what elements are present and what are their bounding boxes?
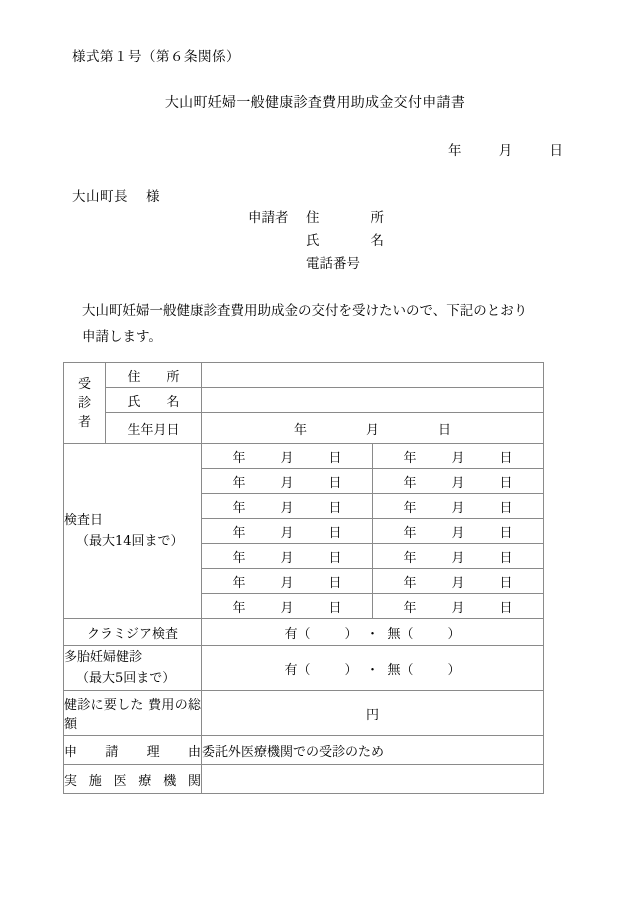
exam-date-day: 日	[328, 525, 342, 541]
chlamydia-label: クラミジア検査	[64, 619, 202, 646]
addressee	[72, 185, 160, 205]
multiple-no[interactable]: 無	[387, 662, 401, 678]
multiple-no-close: ）	[447, 662, 461, 678]
applicant-name-char1: 氏	[306, 233, 320, 249]
chlamydia-yes-close: ）	[344, 626, 358, 642]
applicant-phone-row	[248, 252, 384, 275]
exam-date-month: 月	[280, 500, 294, 516]
examinee-birthdate-value[interactable]	[202, 413, 544, 444]
exam-date-cell[interactable]	[202, 494, 373, 519]
exam-date-ymd	[373, 569, 543, 593]
table-row-name	[64, 388, 544, 413]
applicant-label: 申請者	[248, 210, 289, 226]
table-row-chlamydia	[64, 619, 544, 646]
exam-date-cell[interactable]	[202, 594, 373, 619]
exam-date-cell[interactable]	[373, 444, 544, 469]
birthdate-month: 月	[365, 422, 379, 438]
date-month-label: 月	[498, 143, 513, 159]
exam-date-month: 月	[451, 575, 465, 591]
multiple-pregnancy-label-sub: （最大5回まで）	[76, 671, 176, 686]
exam-date-cell[interactable]	[202, 519, 373, 544]
exam-date-day: 日	[328, 600, 342, 616]
chlamydia-no-close: ）	[447, 626, 461, 642]
exam-date-month: 月	[280, 550, 294, 566]
exam-date-cell[interactable]	[373, 519, 544, 544]
applicant-address-row	[248, 206, 384, 229]
exam-date-day: 日	[499, 475, 513, 491]
date-day-label: 日	[549, 143, 563, 159]
chlamydia-no[interactable]: 無	[387, 626, 401, 642]
choice-separator: ・	[365, 626, 379, 642]
chlamydia-yes-open: （	[297, 626, 311, 642]
exam-date-day: 日	[499, 500, 513, 516]
total-cost-value[interactable]	[202, 691, 544, 736]
table-row-total-cost	[64, 691, 544, 736]
exam-date-ymd	[202, 569, 372, 593]
exam-date-cell[interactable]	[202, 569, 373, 594]
examinee-name-label: 氏 名	[106, 388, 202, 413]
exam-date-year: 年	[232, 600, 246, 616]
body-line-1: 大山町妊婦一般健康診査費用助成金の交付を受けたいので、下記のとおり	[82, 303, 528, 319]
exam-date-cell[interactable]	[373, 569, 544, 594]
exam-date-ymd	[202, 544, 372, 568]
exam-date-cell[interactable]	[202, 469, 373, 494]
exam-date-month: 月	[451, 500, 465, 516]
table-row-facility	[64, 765, 544, 794]
exam-date-year: 年	[403, 500, 417, 516]
exam-date-month: 月	[280, 475, 294, 491]
exam-date-day: 日	[499, 450, 513, 466]
exam-date-year: 年	[403, 600, 417, 616]
exam-date-day: 日	[499, 550, 513, 566]
table-row-exam-date-1	[64, 444, 544, 469]
exam-date-cell[interactable]	[373, 469, 544, 494]
exam-date-year: 年	[232, 550, 246, 566]
addressee-honorific: 様	[146, 189, 160, 205]
application-table	[63, 362, 544, 794]
chlamydia-yes[interactable]: 有	[284, 626, 298, 642]
exam-date-month: 月	[280, 575, 294, 591]
applicant-name-char2: 名	[370, 233, 384, 249]
exam-date-year: 年	[403, 550, 417, 566]
exam-date-cell[interactable]	[373, 494, 544, 519]
exam-date-ymd	[373, 519, 543, 543]
applicant-block	[248, 206, 384, 275]
document-title: 大山町妊婦一般健康診査費用助成金交付申請書	[164, 95, 466, 111]
exam-date-year: 年	[403, 575, 417, 591]
exam-date-month: 月	[280, 600, 294, 616]
reason-label: 申請理由	[64, 736, 202, 765]
exam-date-ymd	[373, 594, 543, 618]
exam-date-day: 日	[328, 550, 342, 566]
exam-date-year: 年	[232, 575, 246, 591]
exam-date-cell[interactable]	[373, 544, 544, 569]
examinee-char-1: 受	[77, 376, 91, 392]
exam-date-day: 日	[328, 575, 342, 591]
examinee-vertical-label	[64, 363, 106, 444]
examinee-char-3: 者	[77, 414, 91, 430]
exam-date-cell[interactable]	[202, 444, 373, 469]
exam-date-day: 日	[328, 500, 342, 516]
applicant-address-char2: 所	[370, 210, 384, 226]
exam-date-year: 年	[232, 525, 246, 541]
exam-date-ymd	[373, 544, 543, 568]
exam-date-ymd	[202, 494, 372, 518]
applicant-address-char1: 住	[306, 210, 320, 226]
exam-date-ymd	[373, 494, 543, 518]
exam-date-month: 月	[451, 450, 465, 466]
exam-date-day: 日	[328, 475, 342, 491]
multiple-yes-open: （	[297, 662, 311, 678]
birthdate-ymd	[202, 413, 543, 443]
exam-date-month: 月	[451, 550, 465, 566]
body-paragraph	[82, 298, 552, 350]
chlamydia-no-open: （	[400, 626, 414, 642]
table-row-address	[64, 363, 544, 388]
examinee-address-label: 住 所	[106, 363, 202, 388]
exam-date-ymd	[202, 444, 372, 468]
exam-date-day: 日	[499, 575, 513, 591]
form-number: 様式第１号（第６条関係）	[72, 49, 240, 65]
multiple-pregnancy-label-main: 多胎妊婦健診	[64, 650, 143, 665]
birthdate-day: 日	[437, 422, 451, 438]
currency-unit: 円	[365, 707, 379, 723]
table-row-reason	[64, 736, 544, 765]
birthdate-year: 年	[293, 422, 307, 438]
exam-date-year: 年	[403, 475, 417, 491]
chlamydia-choice[interactable]	[202, 619, 544, 646]
exam-date-year: 年	[403, 525, 417, 541]
exam-date-cell[interactable]	[373, 594, 544, 619]
table-row-birthdate	[64, 413, 544, 444]
table-row-multiple-pregnancy	[64, 646, 544, 691]
body-line-2: 申請します。	[82, 329, 162, 345]
total-cost-label	[64, 691, 202, 736]
examinee-char-2: 診	[77, 395, 91, 411]
multiple-pregnancy-choice[interactable]	[202, 646, 544, 691]
exam-date-label	[64, 444, 202, 619]
exam-date-day: 日	[499, 525, 513, 541]
examinee-address-value[interactable]	[202, 363, 544, 388]
examinee-birthdate-label: 生年月日	[106, 413, 202, 444]
applicant-name-label	[306, 229, 384, 249]
multiple-pregnancy-label	[64, 646, 202, 691]
applicant-address-label	[306, 206, 384, 226]
exam-date-day: 日	[328, 450, 342, 466]
exam-date-ymd	[202, 469, 372, 493]
exam-date-ymd	[373, 469, 543, 493]
date-year-label: 年	[448, 143, 462, 159]
multiple-no-open: （	[400, 662, 414, 678]
multiple-yes[interactable]: 有	[284, 662, 298, 678]
exam-date-month: 月	[280, 525, 294, 541]
exam-date-month: 月	[451, 525, 465, 541]
exam-date-month: 月	[451, 600, 465, 616]
submission-date-line	[448, 139, 563, 159]
facility-label: 実施医療機関	[64, 765, 202, 794]
exam-date-year: 年	[232, 500, 246, 516]
exam-date-label-main: 検査日	[64, 513, 104, 528]
examinee-name-value[interactable]	[202, 388, 544, 413]
exam-date-year: 年	[232, 450, 246, 466]
exam-date-ymd	[202, 519, 372, 543]
exam-date-label-sub: （最大14回まで）	[76, 534, 184, 549]
exam-date-ymd	[373, 444, 543, 468]
multiple-yes-close: ）	[344, 662, 358, 678]
exam-date-day: 日	[499, 600, 513, 616]
applicant-name-row	[248, 229, 384, 252]
reason-value[interactable]: 委託外医療機関での受診のため	[202, 736, 544, 765]
applicant-phone-label: 電話番号	[306, 256, 360, 272]
exam-date-cell[interactable]	[202, 544, 373, 569]
exam-date-year: 年	[232, 475, 246, 491]
exam-date-month: 月	[280, 450, 294, 466]
addressee-name: 大山町長	[72, 189, 128, 205]
exam-date-month: 月	[451, 475, 465, 491]
total-cost-label-line2: 費用の総額	[64, 698, 201, 732]
facility-value[interactable]	[202, 765, 544, 794]
total-cost-label-line1: 健診に要した	[64, 698, 144, 713]
exam-date-year: 年	[403, 450, 417, 466]
choice-separator: ・	[365, 662, 379, 678]
exam-date-ymd	[202, 594, 372, 618]
